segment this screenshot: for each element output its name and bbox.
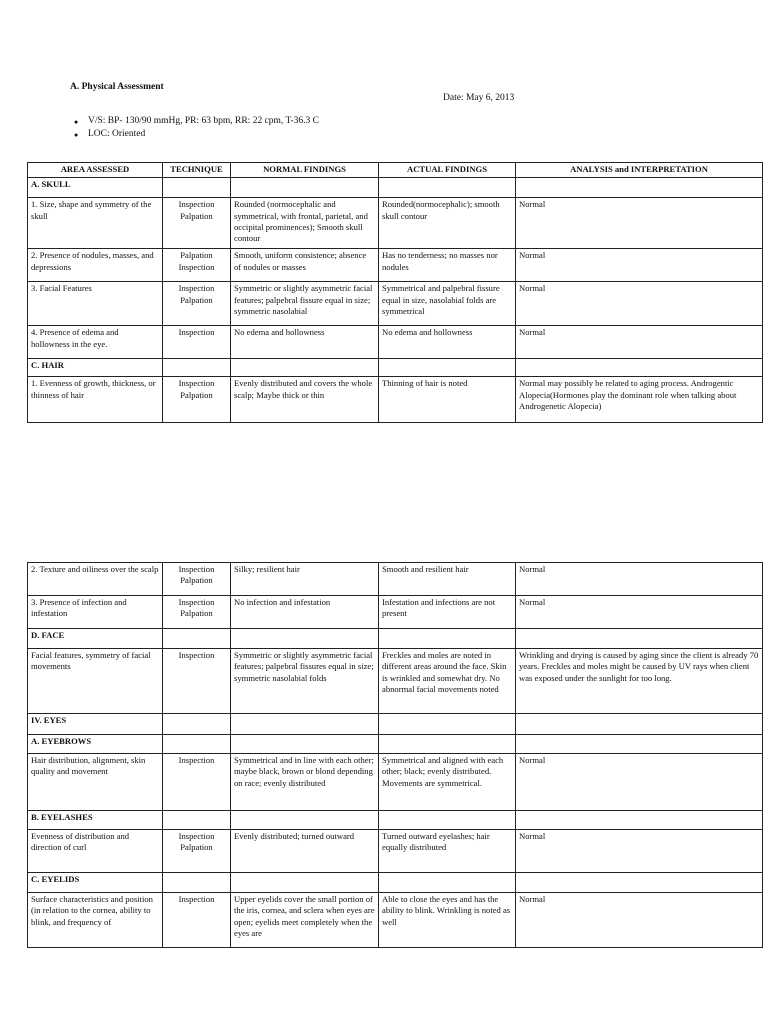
table-row bbox=[28, 754, 763, 811]
area-cell: Evenness of distribution and direction of curl bbox=[28, 830, 163, 873]
section-row bbox=[28, 873, 763, 893]
area-cell: 3. Presence of infection and infestation bbox=[28, 596, 163, 629]
section-label: D. FACE bbox=[28, 629, 163, 649]
table-row bbox=[28, 282, 763, 326]
actual-cell: Freckles and moles are noted in different areas around the face. Skin is wrinkled and somewhat dry. No abnormal facial movements noted bbox=[379, 649, 516, 714]
col-technique: TECHNIQUE bbox=[163, 163, 231, 178]
actual-cell: Rounded(normocephalic); smooth skull contour bbox=[379, 198, 516, 249]
loc-item: ● LOC: Oriented bbox=[88, 128, 319, 141]
area-cell: 2. Presence of nodules, masses, and depressions bbox=[28, 249, 163, 282]
assessment-date: Date: May 6, 2013 bbox=[443, 93, 515, 103]
col-analysis: ANALYSIS and INTERPRETATION bbox=[516, 163, 763, 178]
area-cell: 4. Presence of edema and hollowness in the eye. bbox=[28, 326, 163, 359]
analysis-cell: Normal bbox=[516, 893, 763, 948]
area-cell: 3. Facial Features bbox=[28, 282, 163, 326]
normal-cell: Upper eyelids cover the small portion of the iris, cornea, and sclera when eyes are open; eyelids meet completely when the eyes are bbox=[231, 893, 379, 948]
normal-cell: Symmetrical and in line with each other; maybe black, brown or blond depending on race; evenly distributed bbox=[231, 754, 379, 811]
table-row bbox=[28, 893, 763, 948]
normal-cell: Rounded (normocephalic and symmetrical, with frontal, parietal, and occipital prominences); Smooth skull contour bbox=[231, 198, 379, 249]
analysis-cell: Normal bbox=[516, 326, 763, 359]
area-cell: Surface characteristics and position (in relation to the cornea, ability to blink, and frequency of bbox=[28, 893, 163, 948]
normal-cell: Evenly distributed and covers the whole scalp; Maybe thick or thin bbox=[231, 377, 379, 423]
col-normal-findings: NORMAL FINDINGS bbox=[231, 163, 379, 178]
col-actual-findings: ACTUAL FINDINGS bbox=[379, 163, 516, 178]
section-label: A. EYEBROWS bbox=[28, 735, 163, 754]
section-row bbox=[28, 629, 763, 649]
technique-cell: Inspection Palpation bbox=[163, 198, 231, 249]
actual-cell: Able to close the eyes and has the ability to blink. Wrinkling is noted as well bbox=[379, 893, 516, 948]
technique-cell: Inspection Palpation bbox=[163, 596, 231, 629]
section-label: C. HAIR bbox=[28, 359, 163, 377]
analysis-cell: Normal bbox=[516, 563, 763, 596]
normal-cell: Symmetric or slightly asymmetric facial features; palpebral fissures equal in size; symmetric nasolabial folds bbox=[231, 649, 379, 714]
area-cell: 1. Evenness of growth, thickness, or thinness of hair bbox=[28, 377, 163, 423]
technique-cell: Palpation Inspection bbox=[163, 249, 231, 282]
section-label: B. EYELASHES bbox=[28, 811, 163, 830]
analysis-cell: Normal bbox=[516, 596, 763, 629]
table-header-row bbox=[28, 163, 763, 178]
technique-cell: Inspection bbox=[163, 754, 231, 811]
actual-cell: No edema and hollowness bbox=[379, 326, 516, 359]
vital-signs-item: ● V/S: BP- 130/90 mmHg, PR: 63 bpm, RR: 22 cpm, T-36.3 C bbox=[88, 115, 319, 128]
technique-cell: Inspection bbox=[163, 326, 231, 359]
normal-cell: No infection and infestation bbox=[231, 596, 379, 629]
table-row bbox=[28, 596, 763, 629]
section-label: IV. EYES bbox=[28, 714, 163, 735]
table-row bbox=[28, 326, 763, 359]
analysis-cell: Wrinkling and drying is caused by aging since the client is already 70 years. Freckles and moles might be caused by UV rays when client was exposed under the sunlight for too long. bbox=[516, 649, 763, 714]
table-row bbox=[28, 377, 763, 423]
normal-cell: Silky; resilient hair bbox=[231, 563, 379, 596]
area-cell: Facial features, symmetry of facial movements bbox=[28, 649, 163, 714]
normal-cell: Symmetric or slightly asymmetric facial features; palpebral fissure equal in size; symmetric nasolabial bbox=[231, 282, 379, 326]
section-row bbox=[28, 359, 763, 377]
analysis-cell: Normal bbox=[516, 282, 763, 326]
area-cell: 1. Size, shape and symmetry of the skull bbox=[28, 198, 163, 249]
table-row bbox=[28, 563, 763, 596]
table-row bbox=[28, 830, 763, 873]
assessment-table-2 bbox=[27, 562, 763, 948]
technique-cell: Inspection bbox=[163, 649, 231, 714]
technique-cell: Inspection Palpation bbox=[163, 563, 231, 596]
actual-cell: Symmetrical and palpebral fissure equal in size, nasolabial folds are symmetrical bbox=[379, 282, 516, 326]
section-row bbox=[28, 811, 763, 830]
technique-cell: Inspection Palpation bbox=[163, 282, 231, 326]
analysis-cell: Normal bbox=[516, 830, 763, 873]
analysis-cell: Normal may possibly be related to aging process. Androgentic Alopecia(Hormones play the dominant role when talking about Androgenetic Alopecia) bbox=[516, 377, 763, 423]
actual-cell: Smooth and resilient hair bbox=[379, 563, 516, 596]
area-cell: Hair distribution, alignment, skin quality and movement bbox=[28, 754, 163, 811]
normal-cell: No edema and hollowness bbox=[231, 326, 379, 359]
section-title: A. Physical Assessment bbox=[70, 82, 164, 92]
actual-cell: Infestation and infections are not present bbox=[379, 596, 516, 629]
section-row bbox=[28, 714, 763, 735]
analysis-cell: Normal bbox=[516, 198, 763, 249]
section-label: C. EYELIDS bbox=[28, 873, 163, 893]
actual-cell: Symmetrical and aligned with each other; black; evenly distributed. Movements are symmetrical. bbox=[379, 754, 516, 811]
col-area-assessed: AREA ASSESSED bbox=[28, 163, 163, 178]
technique-cell: Inspection Palpation bbox=[163, 830, 231, 873]
analysis-cell: Normal bbox=[516, 249, 763, 282]
actual-cell: Turned outward eyelashes; hair equally distributed bbox=[379, 830, 516, 873]
actual-cell: Has no tenderness; no masses nor nodules bbox=[379, 249, 516, 282]
section-label: A. SKULL bbox=[28, 178, 163, 198]
section-row bbox=[28, 178, 763, 198]
table-row bbox=[28, 249, 763, 282]
area-cell: 2. Texture and oiliness over the scalp bbox=[28, 563, 163, 596]
normal-cell: Smooth, uniform consistence; absence of nodules or masses bbox=[231, 249, 379, 282]
technique-cell: Inspection Palpation bbox=[163, 377, 231, 423]
normal-cell: Evenly distributed; turned outward bbox=[231, 830, 379, 873]
assessment-table-1 bbox=[27, 162, 763, 423]
section-row bbox=[28, 735, 763, 754]
analysis-cell: Normal bbox=[516, 754, 763, 811]
table-row bbox=[28, 198, 763, 249]
vital-signs-list bbox=[88, 115, 319, 141]
actual-cell: Thinning of hair is noted bbox=[379, 377, 516, 423]
table-row bbox=[28, 649, 763, 714]
technique-cell: Inspection bbox=[163, 893, 231, 948]
